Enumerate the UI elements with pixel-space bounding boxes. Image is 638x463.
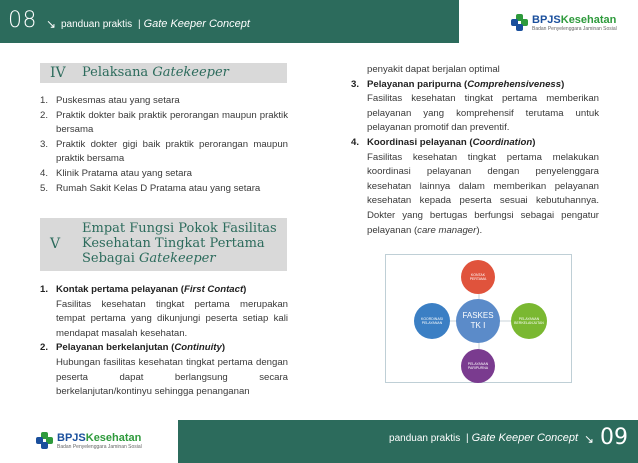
footer-logo-area [0,420,178,463]
section-title: Pelaksana Gatekeeper [82,65,229,80]
header-caption [61,18,250,30]
section-v-header [40,218,287,271]
section-numeral: V [50,236,61,252]
bpjs-logo: BPJSKesehatan Badan Penyelenggara Jaminan Sosial [36,432,142,450]
continuation-text: penyakit dapat berjalan optimal [367,64,500,75]
list-item: 1. Kontak pertama pelayanan (First Contact) Fasilitas kesehatan tingkat pertama merupakan tempat pertama yang dikunjungi peserta setiap kali mendapat masalah kesehatan. [40,284,288,339]
arrow-down-right-icon: ↘ [583,432,594,446]
list-item: 3. Praktik dokter gigi baik praktik perorangan maupun praktik bersama [40,138,288,165]
circle-top: KONTAK PERTAMA [461,260,495,294]
brand-part1: BPJS [532,13,561,26]
list-item: 2. Praktik dokter baik praktik perorangan maupun praktik bersama [40,109,288,136]
bpjs-logo-icon [511,14,529,32]
header-title: Gate Keeper Concept [143,18,250,30]
section-numeral: IV [50,65,66,81]
functions-list-left [40,283,288,400]
page-number-right: 09 [600,425,628,450]
list-item: 4. Klinik Pratama atau yang setara [40,167,192,179]
circle-center: FASKES TK I [456,299,500,343]
faskes-diagram [385,254,572,383]
list-item: 2. Pelayanan berkelanjutan (Continuity) Hubungan fasilitas kesehatan tingkat pertama dengan peserta dapat berlangsung secara berkelanjutan/kontinyu sehingga penanganan [40,342,288,398]
gatekeeper-list [40,94,288,196]
functions-list-right [351,63,599,238]
list-item: 5. Rumah Sakit Kelas D Pratama atau yang setara [40,182,261,194]
bpjs-logo-icon [36,432,54,450]
list-item: 4. Koordinasi pelayanan (Coordination) Fasilitas kesehatan tingkat pertama melakukan koordinasi pelayanan dengan penyelenggara kesehatan lainnya dalam memberikan pelayanan kesehatan kepada peserta sesuai kebutuhannya. Dokter yang bertugas berfungsi sebagai pengatur pelayanan (care manager). [351,136,599,236]
circle-left: KOORDINASI PELAYANAN [414,303,450,339]
bpjs-logo [511,14,617,32]
footer-caption: panduan praktis | Gate Keeper Concept [389,432,578,444]
list-item: 3. Pelayanan paripurna (Comprehensiveness) Fasilitas kesehatan tingkat pertama memberikan pelayanan yang komprehensif terutama untuk pelayanan promotif dan preventif. [351,78,599,134]
list-item: 1. Puskesmas atau yang setara [40,95,180,106]
footer-band [178,420,638,463]
circle-right: PELAYANAN BERKELANJUTAN [511,303,547,339]
brand-part2: Kesehatan [560,13,617,26]
page-number-left: 08 [8,8,37,33]
circle-bottom: PELAYANAN PARIPURNA [461,349,495,383]
section-iv-header [40,63,287,83]
brand-subtitle: Badan Penyelenggara Jaminan Sosial [532,25,617,32]
separator: | [137,19,141,30]
header-logo-area [459,0,638,43]
guide-label: panduan praktis [61,19,133,30]
page-header [0,0,638,43]
arrow-down-right-icon: ↘ [46,17,57,31]
footer-title: Gate Keeper Concept [471,432,578,444]
section-title: Empat Fungsi Pokok Fasilitas Kesehatan Tingkat Pertama Sebagai Gatekeeper [82,221,277,266]
header-band [0,0,459,43]
